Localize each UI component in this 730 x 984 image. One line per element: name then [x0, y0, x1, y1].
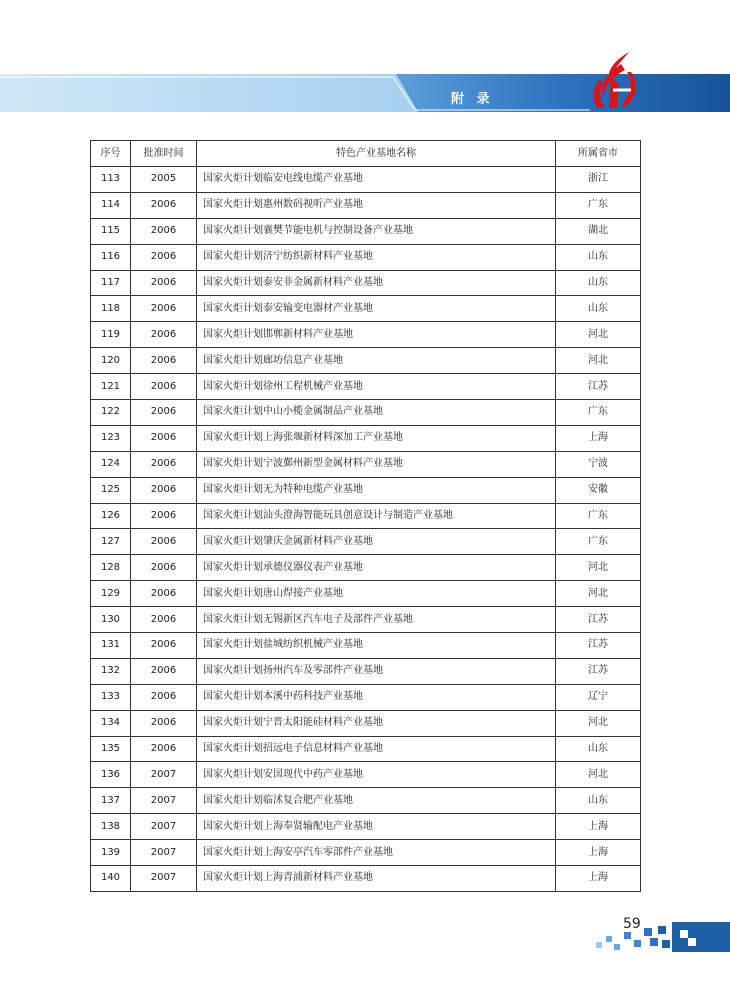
cell-row-number: 133	[91, 684, 131, 710]
table-row	[91, 658, 641, 684]
cell-approval-year: 2006	[131, 348, 197, 374]
cell-base-name: 国家火炬计划上海青浦新材料产业基地	[197, 866, 556, 892]
table-row	[91, 762, 641, 788]
section-title: 附 录	[451, 92, 494, 107]
cell-row-number: 128	[91, 555, 131, 581]
cell-approval-year: 2006	[131, 684, 197, 710]
table-row	[91, 192, 641, 218]
table-body	[91, 167, 641, 892]
cell-approval-year: 2007	[131, 814, 197, 840]
cell-approval-year: 2006	[131, 581, 197, 607]
cell-approval-year: 2006	[131, 658, 197, 684]
table-row	[91, 555, 641, 581]
cell-province: 浙江	[556, 167, 641, 193]
table-row	[91, 322, 641, 348]
cell-approval-year: 2007	[131, 762, 197, 788]
table-row	[91, 400, 641, 426]
table-row	[91, 244, 641, 270]
cell-row-number: 125	[91, 477, 131, 503]
cell-base-name: 国家火炬计划邯郸新材料产业基地	[197, 322, 556, 348]
cell-row-number: 124	[91, 451, 131, 477]
column-header-province: 所属省市	[556, 141, 641, 167]
cell-province: 上海	[556, 866, 641, 892]
table-row	[91, 581, 641, 607]
cell-row-number: 117	[91, 270, 131, 296]
cell-approval-year: 2006	[131, 451, 197, 477]
cell-row-number: 129	[91, 581, 131, 607]
industry-base-table	[90, 140, 641, 892]
cell-base-name: 国家火炬计划上海奉贤输配电产业基地	[197, 814, 556, 840]
cell-row-number: 120	[91, 348, 131, 374]
cell-row-number: 114	[91, 192, 131, 218]
column-header-approval-year: 批准时间	[131, 141, 197, 167]
cell-base-name: 国家火炬计划宁波鄞州新型金属材料产业基地	[197, 451, 556, 477]
table-row	[91, 633, 641, 659]
cell-base-name: 国家火炬计划承德仪器仪表产业基地	[197, 555, 556, 581]
cell-row-number: 130	[91, 607, 131, 633]
cell-approval-year: 2006	[131, 374, 197, 400]
cell-base-name: 国家火炬计划无为特种电缆产业基地	[197, 477, 556, 503]
table-row	[91, 503, 641, 529]
cell-base-name: 国家火炬计划宁晋太阳能硅材料产业基地	[197, 710, 556, 736]
cell-base-name: 国家火炬计划安国现代中药产业基地	[197, 762, 556, 788]
cell-base-name: 国家火炬计划临沭复合肥产业基地	[197, 788, 556, 814]
column-header-base-name: 特色产业基地名称	[197, 141, 556, 167]
table-row	[91, 374, 641, 400]
cell-base-name: 国家火炬计划无锡新区汽车电子及部件产业基地	[197, 607, 556, 633]
cell-approval-year: 2006	[131, 555, 197, 581]
cell-province: 江苏	[556, 658, 641, 684]
cell-row-number: 134	[91, 710, 131, 736]
table-header-row	[91, 141, 641, 167]
cell-base-name: 国家火炬计划襄樊节能电机与控制设备产业基地	[197, 218, 556, 244]
cell-approval-year: 2006	[131, 736, 197, 762]
cell-province: 安徽	[556, 477, 641, 503]
cell-approval-year: 2007	[131, 840, 197, 866]
cell-base-name: 国家火炬计划泰安非金属新材料产业基地	[197, 270, 556, 296]
table-row	[91, 607, 641, 633]
cell-row-number: 138	[91, 814, 131, 840]
table-row	[91, 218, 641, 244]
table-row	[91, 270, 641, 296]
cell-province: 广东	[556, 400, 641, 426]
cell-base-name: 国家火炬计划中山小榄金属制品产业基地	[197, 400, 556, 426]
cell-province: 湖北	[556, 218, 641, 244]
cell-base-name: 国家火炬计划泰安输变电器材产业基地	[197, 296, 556, 322]
cell-row-number: 121	[91, 374, 131, 400]
cell-approval-year: 2006	[131, 192, 197, 218]
cell-row-number: 123	[91, 425, 131, 451]
cell-base-name: 国家火炬计划上海安亭汽车零部件产业基地	[197, 840, 556, 866]
cell-province: 宁波	[556, 451, 641, 477]
cell-row-number: 122	[91, 400, 131, 426]
cell-approval-year: 2006	[131, 529, 197, 555]
table-row	[91, 788, 641, 814]
cell-base-name: 国家火炬计划盐城纺织机械产业基地	[197, 633, 556, 659]
cell-row-number: 113	[91, 167, 131, 193]
cell-province: 河北	[556, 762, 641, 788]
cell-province: 山东	[556, 270, 641, 296]
cell-base-name: 国家火炬计划招远电子信息材料产业基地	[197, 736, 556, 762]
cell-province: 河北	[556, 322, 641, 348]
cell-base-name: 国家火炬计划济宁纺织新材料产业基地	[197, 244, 556, 270]
cell-province: 上海	[556, 814, 641, 840]
table-row	[91, 814, 641, 840]
cell-province: 山东	[556, 296, 641, 322]
cell-approval-year: 2006	[131, 503, 197, 529]
cell-province: 江苏	[556, 607, 641, 633]
cell-approval-year: 2006	[131, 633, 197, 659]
cell-approval-year: 2006	[131, 218, 197, 244]
cell-approval-year: 2006	[131, 710, 197, 736]
cell-approval-year: 2007	[131, 866, 197, 892]
cell-row-number: 118	[91, 296, 131, 322]
cell-row-number: 116	[91, 244, 131, 270]
table-row	[91, 840, 641, 866]
cell-province: 江苏	[556, 374, 641, 400]
cell-base-name: 国家火炬计划临安电线电缆产业基地	[197, 167, 556, 193]
cell-approval-year: 2006	[131, 322, 197, 348]
table-row	[91, 710, 641, 736]
cell-province: 河北	[556, 348, 641, 374]
pixel-decoration	[596, 922, 730, 952]
cell-province: 河北	[556, 581, 641, 607]
cell-approval-year: 2007	[131, 788, 197, 814]
cell-approval-year: 2006	[131, 425, 197, 451]
cell-row-number: 140	[91, 866, 131, 892]
table-row	[91, 736, 641, 762]
cell-base-name: 国家火炬计划肇庆金属新材料产业基地	[197, 529, 556, 555]
cell-row-number: 132	[91, 658, 131, 684]
table-row	[91, 529, 641, 555]
cell-row-number: 137	[91, 788, 131, 814]
cell-approval-year: 2006	[131, 296, 197, 322]
cell-province: 江苏	[556, 633, 641, 659]
cell-province: 广东	[556, 529, 641, 555]
cell-approval-year: 2006	[131, 244, 197, 270]
torch-logo-icon	[585, 50, 645, 110]
cell-province: 广东	[556, 503, 641, 529]
cell-province: 辽宁	[556, 684, 641, 710]
table-row	[91, 167, 641, 193]
page-number: 59	[623, 916, 641, 932]
cell-province: 河北	[556, 555, 641, 581]
cell-province: 山东	[556, 244, 641, 270]
cell-base-name: 国家火炬计划唐山焊接产业基地	[197, 581, 556, 607]
cell-approval-year: 2005	[131, 167, 197, 193]
cell-row-number: 136	[91, 762, 131, 788]
cell-base-name: 国家火炬计划上海张堰新材料深加工产业基地	[197, 425, 556, 451]
cell-approval-year: 2006	[131, 607, 197, 633]
cell-approval-year: 2006	[131, 270, 197, 296]
cell-province: 河北	[556, 710, 641, 736]
cell-base-name: 国家火炬计划汕头澄海智能玩具创意设计与制造产业基地	[197, 503, 556, 529]
cell-row-number: 135	[91, 736, 131, 762]
cell-base-name: 国家火炬计划廊坊信息产业基地	[197, 348, 556, 374]
cell-row-number: 119	[91, 322, 131, 348]
cell-base-name: 国家火炬计划徐州工程机械产业基地	[197, 374, 556, 400]
cell-province: 上海	[556, 840, 641, 866]
cell-row-number: 115	[91, 218, 131, 244]
cell-base-name: 国家火炬计划本溪中药科技产业基地	[197, 684, 556, 710]
cell-province: 山东	[556, 736, 641, 762]
cell-province: 山东	[556, 788, 641, 814]
table-row	[91, 451, 641, 477]
cell-province: 上海	[556, 425, 641, 451]
cell-row-number: 139	[91, 840, 131, 866]
table-row	[91, 296, 641, 322]
table-row	[91, 866, 641, 892]
table-row	[91, 477, 641, 503]
column-header-number: 序号	[91, 141, 131, 167]
cell-province: 广东	[556, 192, 641, 218]
cell-approval-year: 2006	[131, 400, 197, 426]
cell-row-number: 131	[91, 633, 131, 659]
table-row	[91, 684, 641, 710]
cell-base-name: 国家火炬计划惠州数码视听产业基地	[197, 192, 556, 218]
table-row	[91, 348, 641, 374]
cell-row-number: 127	[91, 529, 131, 555]
cell-approval-year: 2006	[131, 477, 197, 503]
table-row	[91, 425, 641, 451]
cell-base-name: 国家火炬计划扬州汽车及零部件产业基地	[197, 658, 556, 684]
cell-row-number: 126	[91, 503, 131, 529]
